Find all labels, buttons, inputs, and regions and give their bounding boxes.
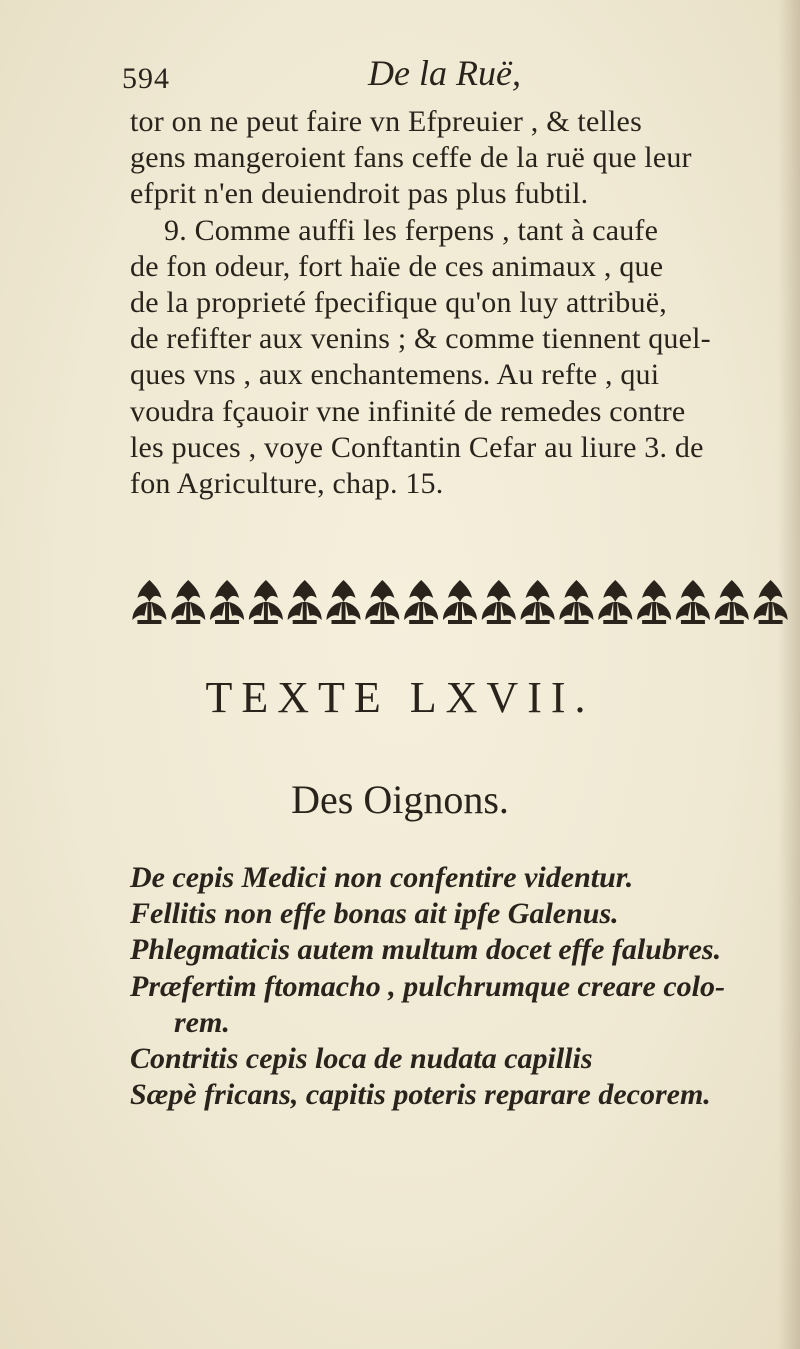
latin-verse	[130, 860, 790, 1113]
fleuron-icon	[598, 580, 632, 624]
fleuron-icon	[210, 580, 244, 624]
page-number: 594	[122, 62, 170, 95]
text-line: fon Agriculture, chap. 15.	[130, 467, 444, 501]
verse-line: rem.	[174, 1005, 230, 1039]
fleuron-icon	[288, 580, 322, 624]
fleuron-icon	[327, 580, 361, 624]
fleuron-icon	[754, 580, 788, 624]
fleuron-icon	[559, 580, 593, 624]
text-line: ques vns , aux enchantemens. Au refte , qui	[130, 358, 660, 392]
verse-line: Præfertim ftomacho , pulchrumque creare colo-	[130, 969, 725, 1003]
text-line: tor on ne peut faire vn Efpreuier , & telles	[130, 105, 642, 138]
verse-line: De cepis Medici non confentire videntur.	[130, 861, 634, 894]
fleuron-icon	[171, 580, 205, 624]
text-line: efprit n'en deuiendroit pas plus fubtil.	[130, 177, 589, 211]
running-head	[0, 52, 800, 102]
text-line: voudra fçauoir vne infinité de remedes contre	[130, 394, 686, 428]
fleuron-icon	[249, 580, 283, 624]
body-text	[130, 104, 790, 502]
text-line: de fon odeur, fort haïe de ces animaux , que	[130, 249, 664, 283]
fleuron-ornament-band	[130, 576, 790, 628]
verse-line: Contritis cepis loca de nudata capillis	[130, 1042, 593, 1076]
fleuron-icon	[404, 580, 438, 624]
fleuron-icon	[521, 580, 555, 624]
fleuron-icon	[132, 580, 166, 624]
section-heading: TEXTE LXVII.	[205, 673, 595, 722]
text-line: 9. Comme auffi les ferpens , tant à caufe	[164, 213, 659, 247]
text-line: de la proprieté fpecifique qu'on luy attribuë,	[130, 286, 667, 320]
fleuron-icon	[676, 580, 710, 624]
running-title: De la Ruë,	[368, 53, 521, 93]
text-line: les puces , voye Conftantin Cefar au liure 3. de	[130, 430, 704, 464]
verse-line: Sæpè fricans, capitis poteris reparare decorem.	[130, 1078, 711, 1112]
fleuron-icon	[365, 580, 399, 624]
fleuron-band-icon	[130, 576, 790, 628]
fleuron-icon	[482, 580, 516, 624]
fleuron-icon	[637, 580, 671, 624]
verse-line: Fellitis non effe bonas ait ipfe Galenus.	[130, 897, 619, 931]
fleuron-icon	[715, 580, 749, 624]
text-line: de refifter aux venins ; & comme tiennent quel-	[130, 322, 711, 356]
section-subtitle: Des Oignons.	[291, 777, 509, 822]
verse-line: Phlegmaticis autem multum docet effe falubres.	[130, 933, 722, 967]
fleuron-icon	[443, 580, 477, 624]
text-line: gens mangeroient fans ceffe de la ruë que leur	[130, 141, 692, 175]
